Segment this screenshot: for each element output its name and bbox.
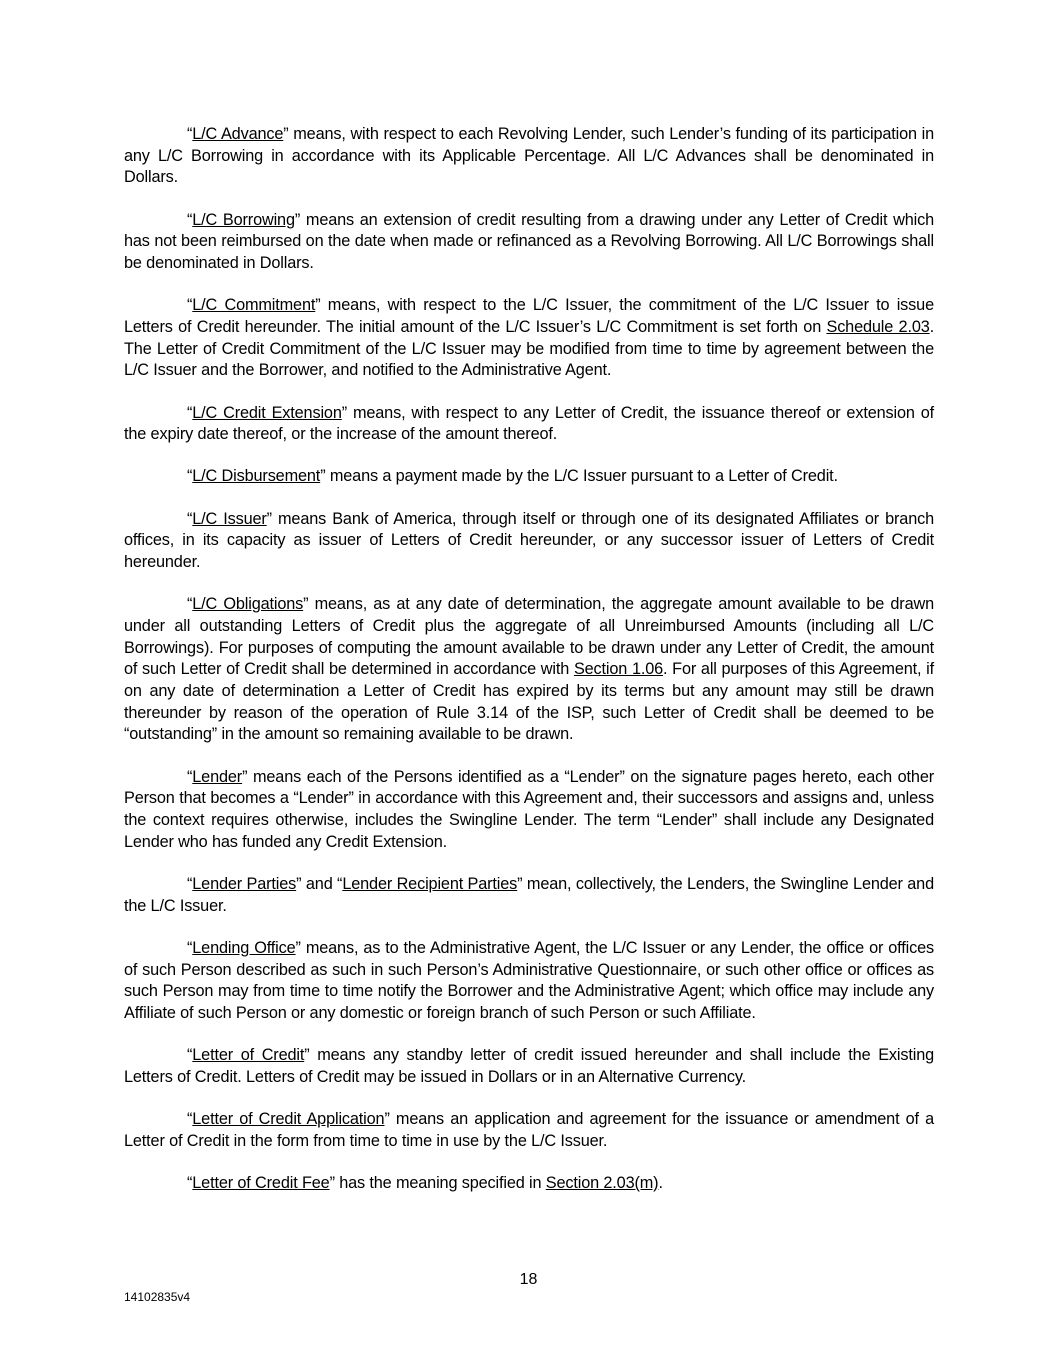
definition-text: means a payment made by the L/C Issuer pursuant to a Letter of Credit. — [325, 467, 838, 486]
definition-text: means each of the Persons identified as a “Lender” on the signature pages hereto, each other Person that becomes a “Lender” in accordance with this Agreement and, their successors and assigns and, unless the context requires otherwise, includes the Swingline Lender. The term “Lender” shall include any Designated Lender who has funded any Credit Extension. — [124, 767, 934, 851]
definition-lc-borrowing: “L/C Borrowing” means an extension of credit resulting from a drawing under any Letter of Credit which has not been reimbursed on the date when made or refinanced as a Revolving Borrowing. All L/C Borrowings shall be denominated in Dollars. — [124, 210, 934, 273]
definition-lc-obligations: “L/C Obligations” means, as at any date of determination, the aggregate amount available to be drawn under all outstanding Letters of Credit plus the aggregate of all Unreimbursed Amounts (including all L/C Borrowings). For purposes of computing the amount available to be drawn under any Letter of Credit, the amount of such Letter of Credit shall be determined in accordance with Section 1.06. For all purposes of this Agreement, if on any date of determination a Letter of Credit has expired by its terms but any amount may still be drawn thereunder by reason of the operation of Rule 3.14 of the ISP, such Letter of Credit shall be deemed to be “outstanding” in the amount so remaining available to be drawn. — [124, 595, 934, 744]
definition-lc-advance: “L/C Advance” means, with respect to each Revolving Lender, such Lender’s funding of its participation in any L/C Borrowing in accordance with its Applicable Percentage. All L/C Advances shall be denominated in Dollars. — [124, 125, 934, 187]
definition-lc-issuer: “L/C Issuer” means Bank of America, through itself or through one of its designated Affiliates or branch offices, in its capacity as issuer of Letters of Credit hereunder, or any successor issuer of Letters of Credit hereunder. — [124, 509, 934, 572]
cross-reference: Schedule 2.03 — [826, 317, 930, 336]
defined-term: Lending Office — [192, 938, 296, 957]
defined-term: L/C Obligations — [192, 595, 304, 614]
definition-letter-of-credit-fee: “Letter of Credit Fee” has the meaning specified in Section 2.03(m). — [187, 1174, 663, 1193]
definition-letter-of-credit-application: “Letter of Credit Application” means an application and agreement for the issuance or amendment of a Letter of Credit in the form from time to time in use by the L/C Issuer. — [124, 1110, 934, 1150]
definition-letter-of-credit: “Letter of Credit” means any standby letter of credit issued hereunder and shall include the Existing Letters of Credit. Letters of Credit may be issued in Dollars or in an Alternative Currency. — [124, 1046, 935, 1086]
defined-term: L/C Issuer — [192, 509, 267, 528]
defined-term: L/C Disbursement — [192, 467, 321, 486]
definition-text: means, as at any date of determination, the aggregate amount available to be drawn under all outstanding Letters of Credit plus the aggregate of all Unreimbursed Amounts (including all L/C Borrowings). For purposes of computing the amount available to be drawn under any Letter of Credit, the amount of such Letter of Credit shall be determined in accordance with — [124, 595, 934, 679]
definition-lc-credit-extension: “L/C Credit Extension” means, with respect to any Letter of Credit, the issuance thereof or extension of the expiry date thereof, or the increase of the amount thereof. — [124, 403, 934, 444]
definition-text: means, with respect to each Revolving Lender, such Lender’s funding of its participation in any L/C Borrowing in accordance with its Applicable Percentage. All L/C Advances shall be denominated in Dollars. — [124, 125, 934, 187]
document-id: 14102835v4 — [124, 1290, 191, 1304]
definition-lender: “Lender” means each of the Persons identified as a “Lender” on the signature pages hereto, each other Person that becomes a “Lender” in accordance with this Agreement and, their successors and assigns and, unless the context requires otherwise, includes the Swingline Lender. The term “Lender” shall include any Designated Lender who has funded any Credit Extension. — [124, 767, 934, 851]
cross-reference: Section 2.03(m) — [545, 1174, 659, 1193]
defined-term: L/C Commitment — [192, 296, 316, 315]
definition-text: means, as to the Administrative Agent, the L/C Issuer or any Lender, the office or offices of such Person described as such in such Person’s Administrative Questionnaire, or such other office or offices as such Person may from time to time notify the Borrower and the Administrative Agent; which office may include any Affiliate of such Person or any domestic or foreign branch of such Person or such Affiliate. — [124, 938, 934, 1022]
definition-lending-office: “Lending Office” means, as to the Administrative Agent, the L/C Issuer or any Lender, the office or offices of such Person described as such in such Person’s Administrative Questionnaire, or such other office or offices as such Person may from time to time notify the Borrower and the Administrative Agent; which office may include any Affiliate of such Person or any domestic or foreign branch of such Person or such Affiliate. — [124, 938, 934, 1022]
definition-text: mean, collectively, the Lenders, the Swingline Lender and the L/C Issuer. — [124, 874, 934, 915]
definition-text: means an extension of credit resulting from a drawing under any Letter of Credit which has not been reimbursed on the date when made or refinanced as a Revolving Borrowing. All L/C Borrowings shall be denominated in Dollars. — [124, 210, 934, 273]
defined-term: L/C Advance — [192, 125, 284, 143]
defined-term: Lender — [192, 767, 243, 786]
definition-text: . The Letter of Credit Commitment of the L/C Issuer may be modified from time to time by agreement between the L/C Issuer and the Borrower, and notified to the Administrative Agent. — [124, 317, 935, 380]
definition-lender-parties: “Lender Parties” and “Lender Recipient Parties” mean, collectively, the Lenders, the Swingline Lender and the L/C Issuer. — [124, 874, 934, 915]
defined-term: Letter of Credit Fee — [192, 1174, 330, 1193]
definition-text: means, with respect to any Letter of Credit, the issuance thereof or extension of the expiry date thereof, or the increase of the amount thereof. — [124, 403, 934, 444]
cross-reference: Section 1.06 — [573, 660, 664, 679]
definition-text: has the meaning specified in — [334, 1174, 546, 1193]
definition-text: means any standby letter of credit issued hereunder and shall include the Existing Letters of Credit. Letters of Credit may be issued in Dollars or in an Alternative Currency. — [124, 1046, 935, 1086]
definitions-section — [124, 124, 934, 1215]
defined-term: L/C Borrowing — [192, 210, 295, 229]
definition-text: means Bank of America, through itself or through one of its designated Affiliates or branch offices, in its capacity as issuer of Letters of Credit hereunder, or any successor issuer of Letters of Credit hereunder. — [124, 509, 934, 572]
page-number: 18 — [519, 1271, 538, 1288]
definition-lc-commitment: “L/C Commitment” means, with respect to the L/C Issuer, the commitment of the L/C Issuer to issue Letters of Credit hereunder. The initial amount of the L/C Issuer’s L/C Commitment is set forth on Schedule 2.03. The Letter of Credit Commitment of the L/C Issuer may be modified from time to time by agreement between the L/C Issuer and the Borrower, and notified to the Administrative Agent. — [124, 296, 935, 380]
definition-text: . For all purposes of this Agreement, if on any date of determination a Letter of Credit has expired by its terms but any amount may still be drawn thereunder by reason of the operation of Rule 3.14 of the ISP, such Letter of Credit shall be deemed to be “outstanding” in the amount so remaining available to be drawn. — [124, 660, 934, 744]
defined-term: Letter of Credit — [192, 1046, 305, 1065]
definition-lc-disbursement: “L/C Disbursement” means a payment made by the L/C Issuer pursuant to a Letter of Credit. — [187, 467, 838, 486]
defined-term: Lender Recipient Parties — [342, 874, 518, 893]
defined-term: L/C Credit Extension — [192, 403, 342, 422]
definition-text: means an application and agreement for the issuance or amendment of a Letter of Credit in the form from time to time in use by the L/C Issuer. — [124, 1110, 934, 1150]
definition-text: . — [658, 1174, 663, 1193]
defined-term: Lender Parties — [192, 874, 297, 893]
definition-text: means, with respect to the L/C Issuer, the commitment of the L/C Issuer to issue Letters of Credit hereunder. The initial amount of the L/C Issuer’s L/C Commitment is set forth on — [124, 296, 934, 336]
defined-term: Letter of Credit Application — [192, 1110, 385, 1129]
